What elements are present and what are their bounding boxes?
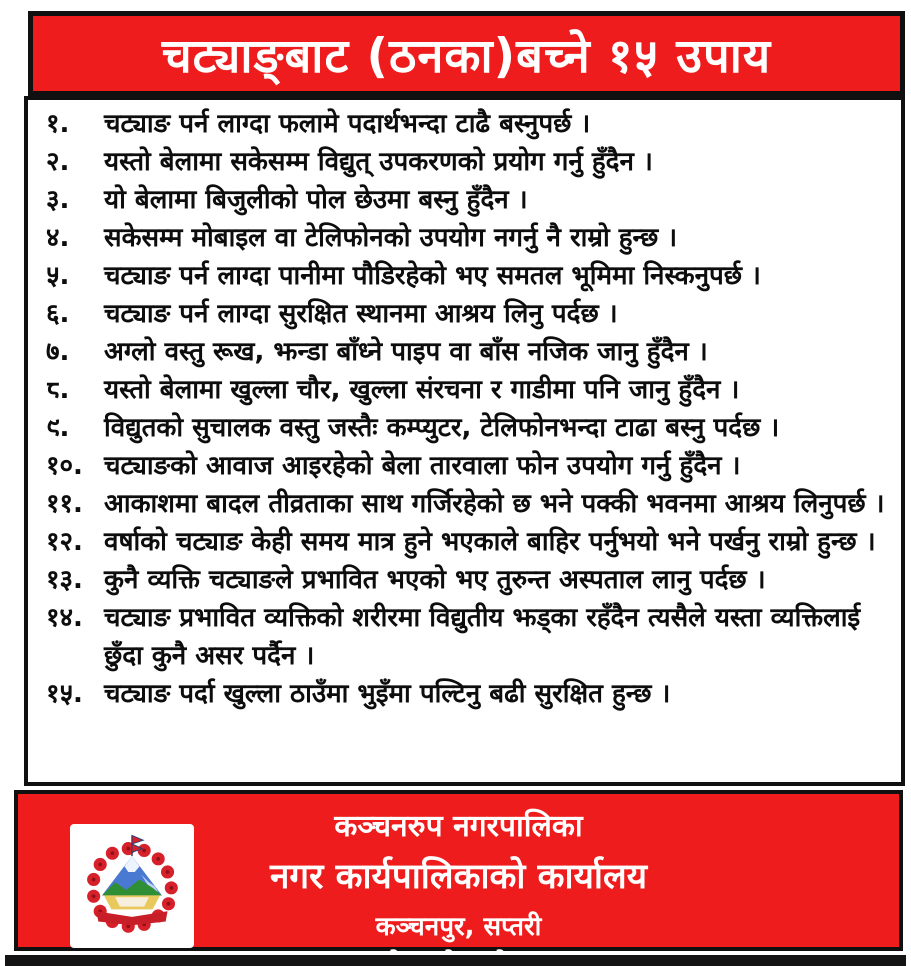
list-item (30, 523, 897, 561)
item-number: १३. (46, 565, 83, 595)
item-number: ५. (46, 261, 70, 291)
item-number: २. (46, 147, 70, 177)
poster-title: चट्याङ्बाट (ठनका)बच्ने १५ उपाय (161, 28, 772, 84)
item-number: १०. (46, 451, 83, 481)
list-item (30, 219, 897, 257)
org-name: कञ्चनरुप नगरपालिका (334, 809, 583, 844)
list-item (30, 675, 897, 713)
item-text: चट्याङ पर्न लाग्दा पानीमा पौडिरहेको भए समतल भूमिमा निस्कनुपर्छ । (104, 261, 761, 291)
header-banner (28, 11, 905, 96)
item-text: सकेसम्म मोबाइल वा टेलिफोनको उपयोग नगर्नु नै राम्रो हुन्छ । (104, 223, 678, 253)
item-text: विद्युतको सुचालक वस्तु जस्तैः कम्प्युटर, टेलिफोनभन्दा टाढा बस्नु पर्दछ । (104, 413, 780, 443)
address-line-1: कञ्चनपुर, सप्तरी (375, 912, 542, 942)
list-item (30, 485, 897, 523)
item-number: १४. (46, 603, 83, 633)
item-number: ८. (46, 375, 70, 405)
item-number: १५. (46, 679, 83, 709)
item-text: अग्लो वस्तु रूख, झन्डा बाँध्ने पाइप वा बाँस नजिक जानु हुँदैन । (104, 337, 708, 367)
list-item (30, 181, 897, 219)
list-item (30, 333, 897, 371)
item-number: ३. (46, 185, 70, 215)
item-number: १. (46, 109, 70, 139)
item-number: ७. (46, 337, 70, 367)
item-number: ११. (46, 489, 83, 519)
nepal-coat-of-arms-icon (74, 828, 190, 944)
office-name: नगर कार्यपालिकाको कार्यालय (269, 857, 648, 897)
item-text: आकाशमा बादल तीव्रताका साथ गर्जिरहेको छ भने पक्की भवनमा आश्रय लिनुपर्छ । (104, 489, 885, 519)
bottom-divider-bar (5, 955, 906, 966)
list-item (30, 561, 897, 599)
footer-banner (14, 790, 903, 951)
list-item (30, 143, 897, 181)
item-text: यस्तो बेलामा सकेसम्म विद्युत् उपकरणको प्रयोग गर्नु हुँदैन । (104, 147, 653, 177)
item-text: चट्याङ पर्दा खुल्ला ठाउँमा भुइँमा पल्टिनु बढी सुरक्षित हुन्छ । (104, 679, 671, 709)
list-item (30, 257, 897, 295)
item-text: चट्याङ पर्न लाग्दा सुरक्षित स्थानमा आश्रय लिनु पर्दछ । (104, 299, 618, 329)
list-item (30, 105, 897, 143)
item-number: ९. (46, 413, 70, 443)
tips-list (24, 96, 905, 786)
item-text: चट्याङ प्रभावित व्यक्तिको शरीरमा विद्युतीय झड्का रहँदैन त्यसैले यस्ता व्यक्तिलाई छुँदा कुनै असर पर्दैन । (104, 603, 861, 671)
item-number: ४. (46, 223, 70, 253)
list-item (30, 371, 897, 409)
list-item (30, 409, 897, 447)
municipality-logo (70, 824, 194, 948)
item-text: चट्याङको आवाज आइरहेको बेला तारवाला फोन उपयोग गर्नु हुँदैन । (104, 451, 741, 481)
list-item (30, 295, 897, 333)
item-text: कुनै व्यक्ति चट्याङले प्रभावित भएको भए तुरुन्त अस्पताल लानु पर्दछ । (104, 565, 766, 595)
item-text: वर्षाको चट्याङ केही समय मात्र हुने भएकाले बाहिर पर्नुभयो भने पर्खनु राम्रो हुन्छ । (104, 527, 876, 557)
item-number: १२. (46, 527, 83, 557)
list-item (30, 599, 897, 675)
list-item (30, 447, 897, 485)
item-text: यो बेलामा बिजुलीको पोल छेउमा बस्नु हुँदैन । (104, 185, 528, 215)
item-number: ६. (46, 299, 70, 329)
item-text: यस्तो बेलामा खुल्ला चौर, खुल्ला संरचना र गाडीमा पनि जानु हुँदैन । (104, 375, 740, 405)
item-text: चट्याङ पर्न लाग्दा फलामे पदार्थभन्दा टाढै बस्नुपर्छ । (104, 109, 591, 139)
